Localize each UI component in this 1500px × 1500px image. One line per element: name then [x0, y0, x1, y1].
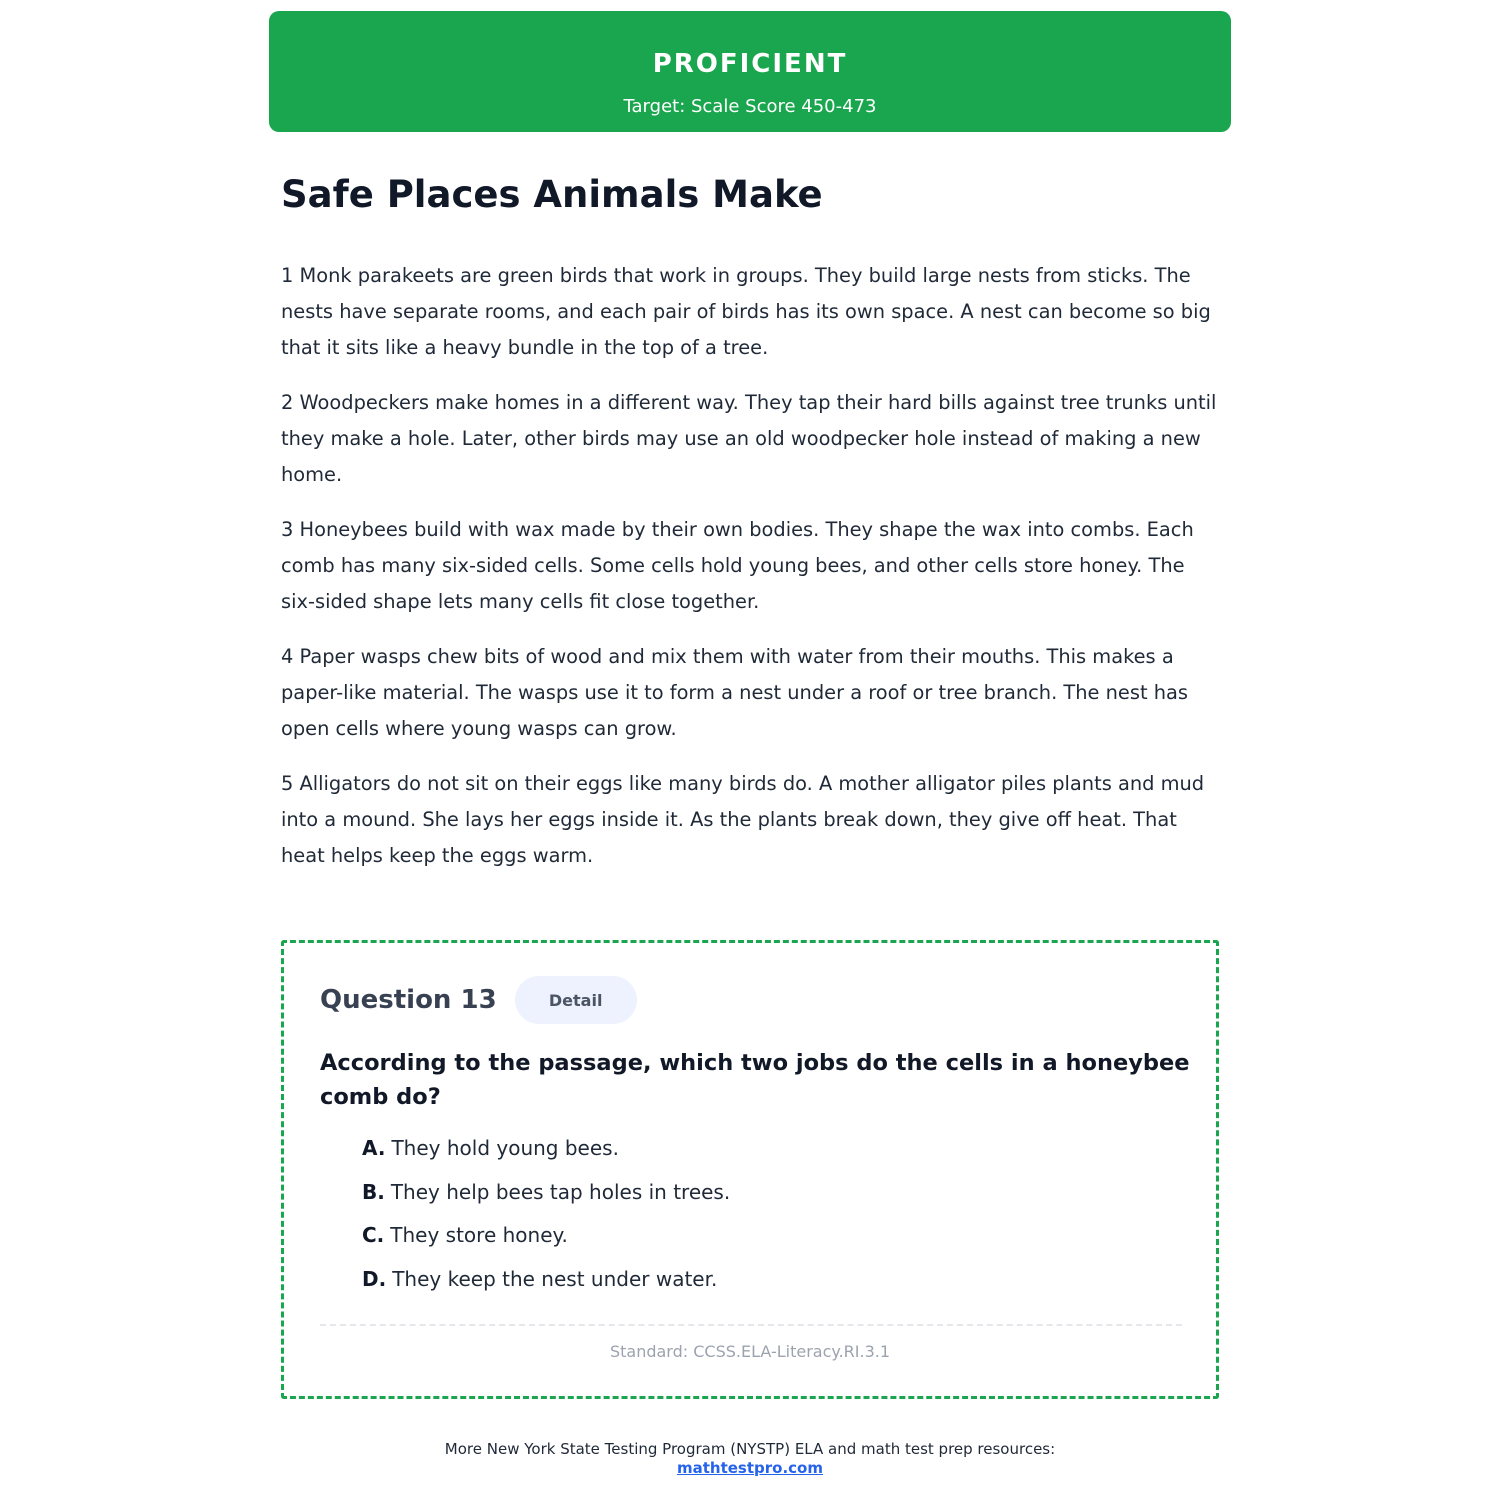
question-divider [320, 1324, 1182, 1326]
answer-option-a[interactable] [362, 1134, 730, 1178]
answer-option-b[interactable] [362, 1178, 730, 1222]
question-standard: Standard: CCSS.ELA-Literacy.RI.3.1 [609, 1342, 891, 1361]
passage-paragraph: 5 Alligators do not sit on their eggs like many birds do. A mother alligator piles plants and mud into a mound. She lays her eggs inside it. As the plants break down, they give off heat. That heat helps keep the eggs warm. [281, 772, 1205, 867]
option-text: They hold young bees. [391, 1136, 619, 1160]
footer-text: More New York State Testing Program (NYSTP) ELA and math test prep resources: [444, 1440, 1056, 1458]
performance-level-banner [269, 11, 1231, 132]
target-score-range: Target: Scale Score 450-473 [623, 96, 877, 117]
question-number: Question 13 [320, 985, 497, 1015]
passage-paragraph: 2 Woodpeckers make homes in a different way. They tap their hard bills against tree trunks until they make a hole. Later, other birds may use an old woodpecker hole instead of making a new home. [281, 391, 1217, 486]
option-text: They store honey. [390, 1223, 568, 1248]
option-text: They help bees tap holes in trees. [390, 1179, 731, 1204]
passage-title: Safe Places Animals Make [281, 173, 823, 216]
answer-options-list [362, 1134, 730, 1308]
answer-option-d[interactable] [362, 1265, 730, 1309]
question-card [281, 940, 1219, 1399]
option-text: They keep the nest under water. [392, 1266, 718, 1291]
question-prompt: According to the passage, which two jobs do the cells in a honeybee comb do? [320, 1050, 1190, 1110]
footer-link[interactable]: mathtestpro.com [676, 1459, 823, 1477]
question-type-badge: Detail [515, 976, 637, 1024]
passage-body [281, 258, 1221, 893]
footer [0, 1440, 1500, 1478]
performance-level-title: PROFICIENT [652, 49, 848, 79]
option-letter: A. [362, 1136, 386, 1160]
answer-option-c[interactable] [362, 1221, 730, 1265]
option-letter: D. [362, 1266, 387, 1291]
passage-paragraph: 1 Monk parakeets are green birds that work in groups. They build large nests from sticks. The nests have separate rooms, and each pair of birds has its own space. A nest can become so big that it sits like a heavy bundle in the top of a tree. [281, 264, 1211, 359]
option-letter: C. [362, 1223, 385, 1248]
option-letter: B. [362, 1179, 385, 1204]
question-header [320, 976, 637, 1024]
passage-paragraph: 4 Paper wasps chew bits of wood and mix them with water from their mouths. This makes a paper-like material. The wasps use it to form a nest under a roof or tree branch. The nest has open cells where young wasps can grow. [281, 645, 1189, 740]
passage-paragraph: 3 Honeybees build with wax made by their own bodies. They shape the wax into combs. Each comb has many six-sided cells. Some cells hold young bees, and other cells store honey. The six-sided shape lets many cells fit close together. [281, 518, 1194, 613]
